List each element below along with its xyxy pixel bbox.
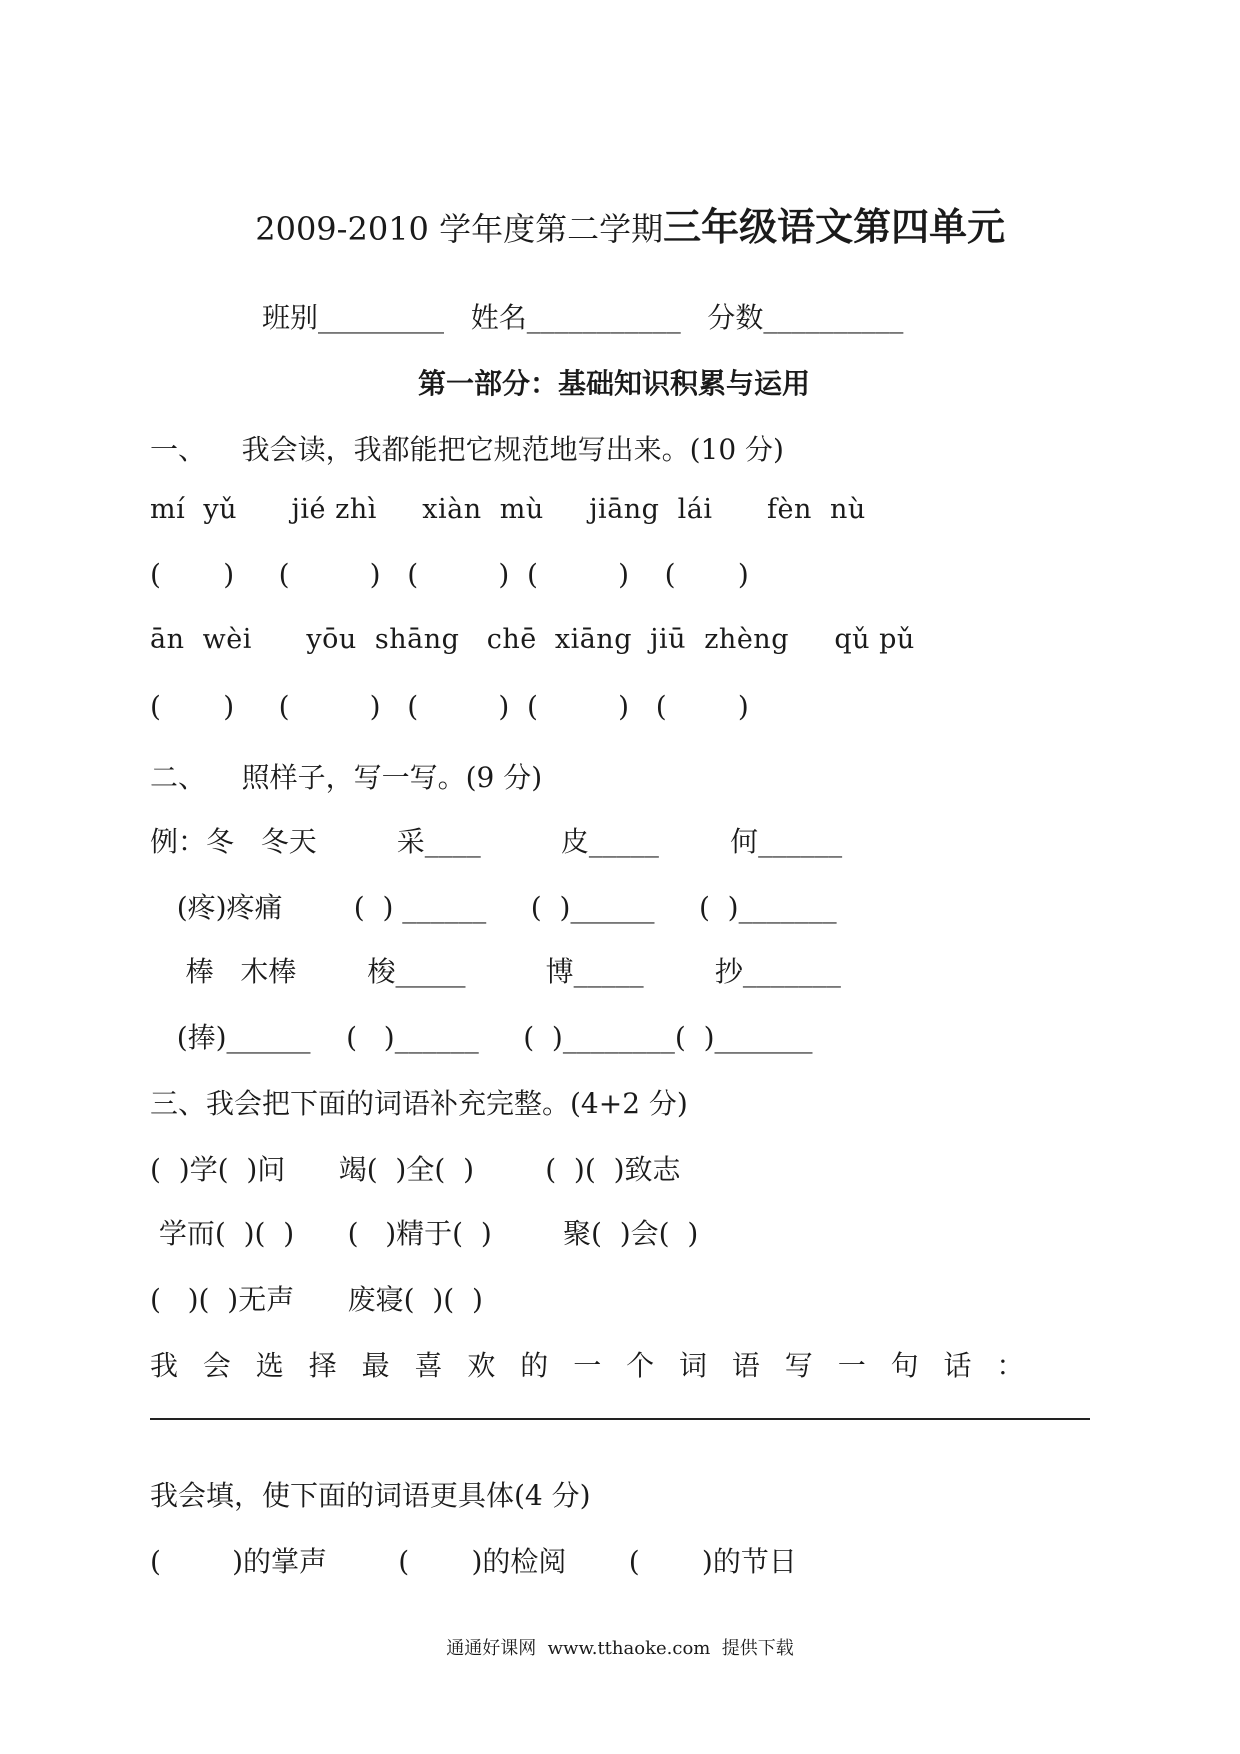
part-heading: 第一部分：基础知识积累与运用 (418, 367, 811, 400)
q1-pinyin-row1: mí yǔ jié zhì xiàn mù jiāng lái fèn nù (150, 494, 866, 525)
q3-heading: 三、我会把下面的词语补充完整。(4+2 分) (150, 1087, 688, 1120)
q1-blank-row1: ( ) ( ) ( ) ( ) ( ) (150, 558, 749, 591)
q1-pinyin-row2: ān wèi yōu shāng chē xiāng jiū zhèng qǔ pǔ (150, 624, 915, 655)
page-footer: 通通好课网 www.tthaoke.com 提供下载 (446, 1638, 794, 1659)
q1-heading: 一、 我会读，我都能把它规范地写出来。(10 分) (150, 433, 784, 466)
q1-blank-row2: ( ) ( ) ( ) ( ) ( ) (150, 690, 749, 723)
q3-row2: 学而( )( ) ( )精于( ) 聚( )会( ) (150, 1217, 699, 1250)
q3-sentence-prompt: 我 会 选 择 最 喜 欢 的 一 个 词 语 写 一 句 话 ： (150, 1349, 1033, 1382)
q4-heading: 我会填，使下面的词语更具体(4 分) (150, 1479, 591, 1512)
title-year: 2009-2010 学年度第二学期 (255, 210, 664, 248)
title-unit: 三年级语文第四单元 (663, 204, 1006, 249)
q3-row1: ( )学( )问 竭( )全( ) ( )( )致志 (150, 1153, 681, 1186)
q4-row1: ( )的掌声 ( )的检阅 ( )的节日 (150, 1545, 797, 1578)
q2-row3: 棒 木棒 梭_____ 博_____ 抄_______ (150, 955, 841, 988)
sentence-answer-line (150, 1418, 1090, 1420)
q2-row4: (捧)______ ( )______ ( )________( )_______ (150, 1021, 813, 1054)
info-line: 班别_________ 姓名___________ 分数__________ (262, 301, 904, 334)
q2-heading: 二、 照样子，写一写。(9 分) (150, 761, 543, 794)
q2-row1: 例：冬 冬天 采____ 皮_____ 何______ (150, 825, 843, 858)
q3-row3: ( )( )无声 废寝( )( ) (150, 1283, 483, 1316)
q2-row2: (疼)疼痛 ( ) ______ ( )______ ( )_______ (150, 891, 837, 924)
page-title (0, 158, 1240, 251)
